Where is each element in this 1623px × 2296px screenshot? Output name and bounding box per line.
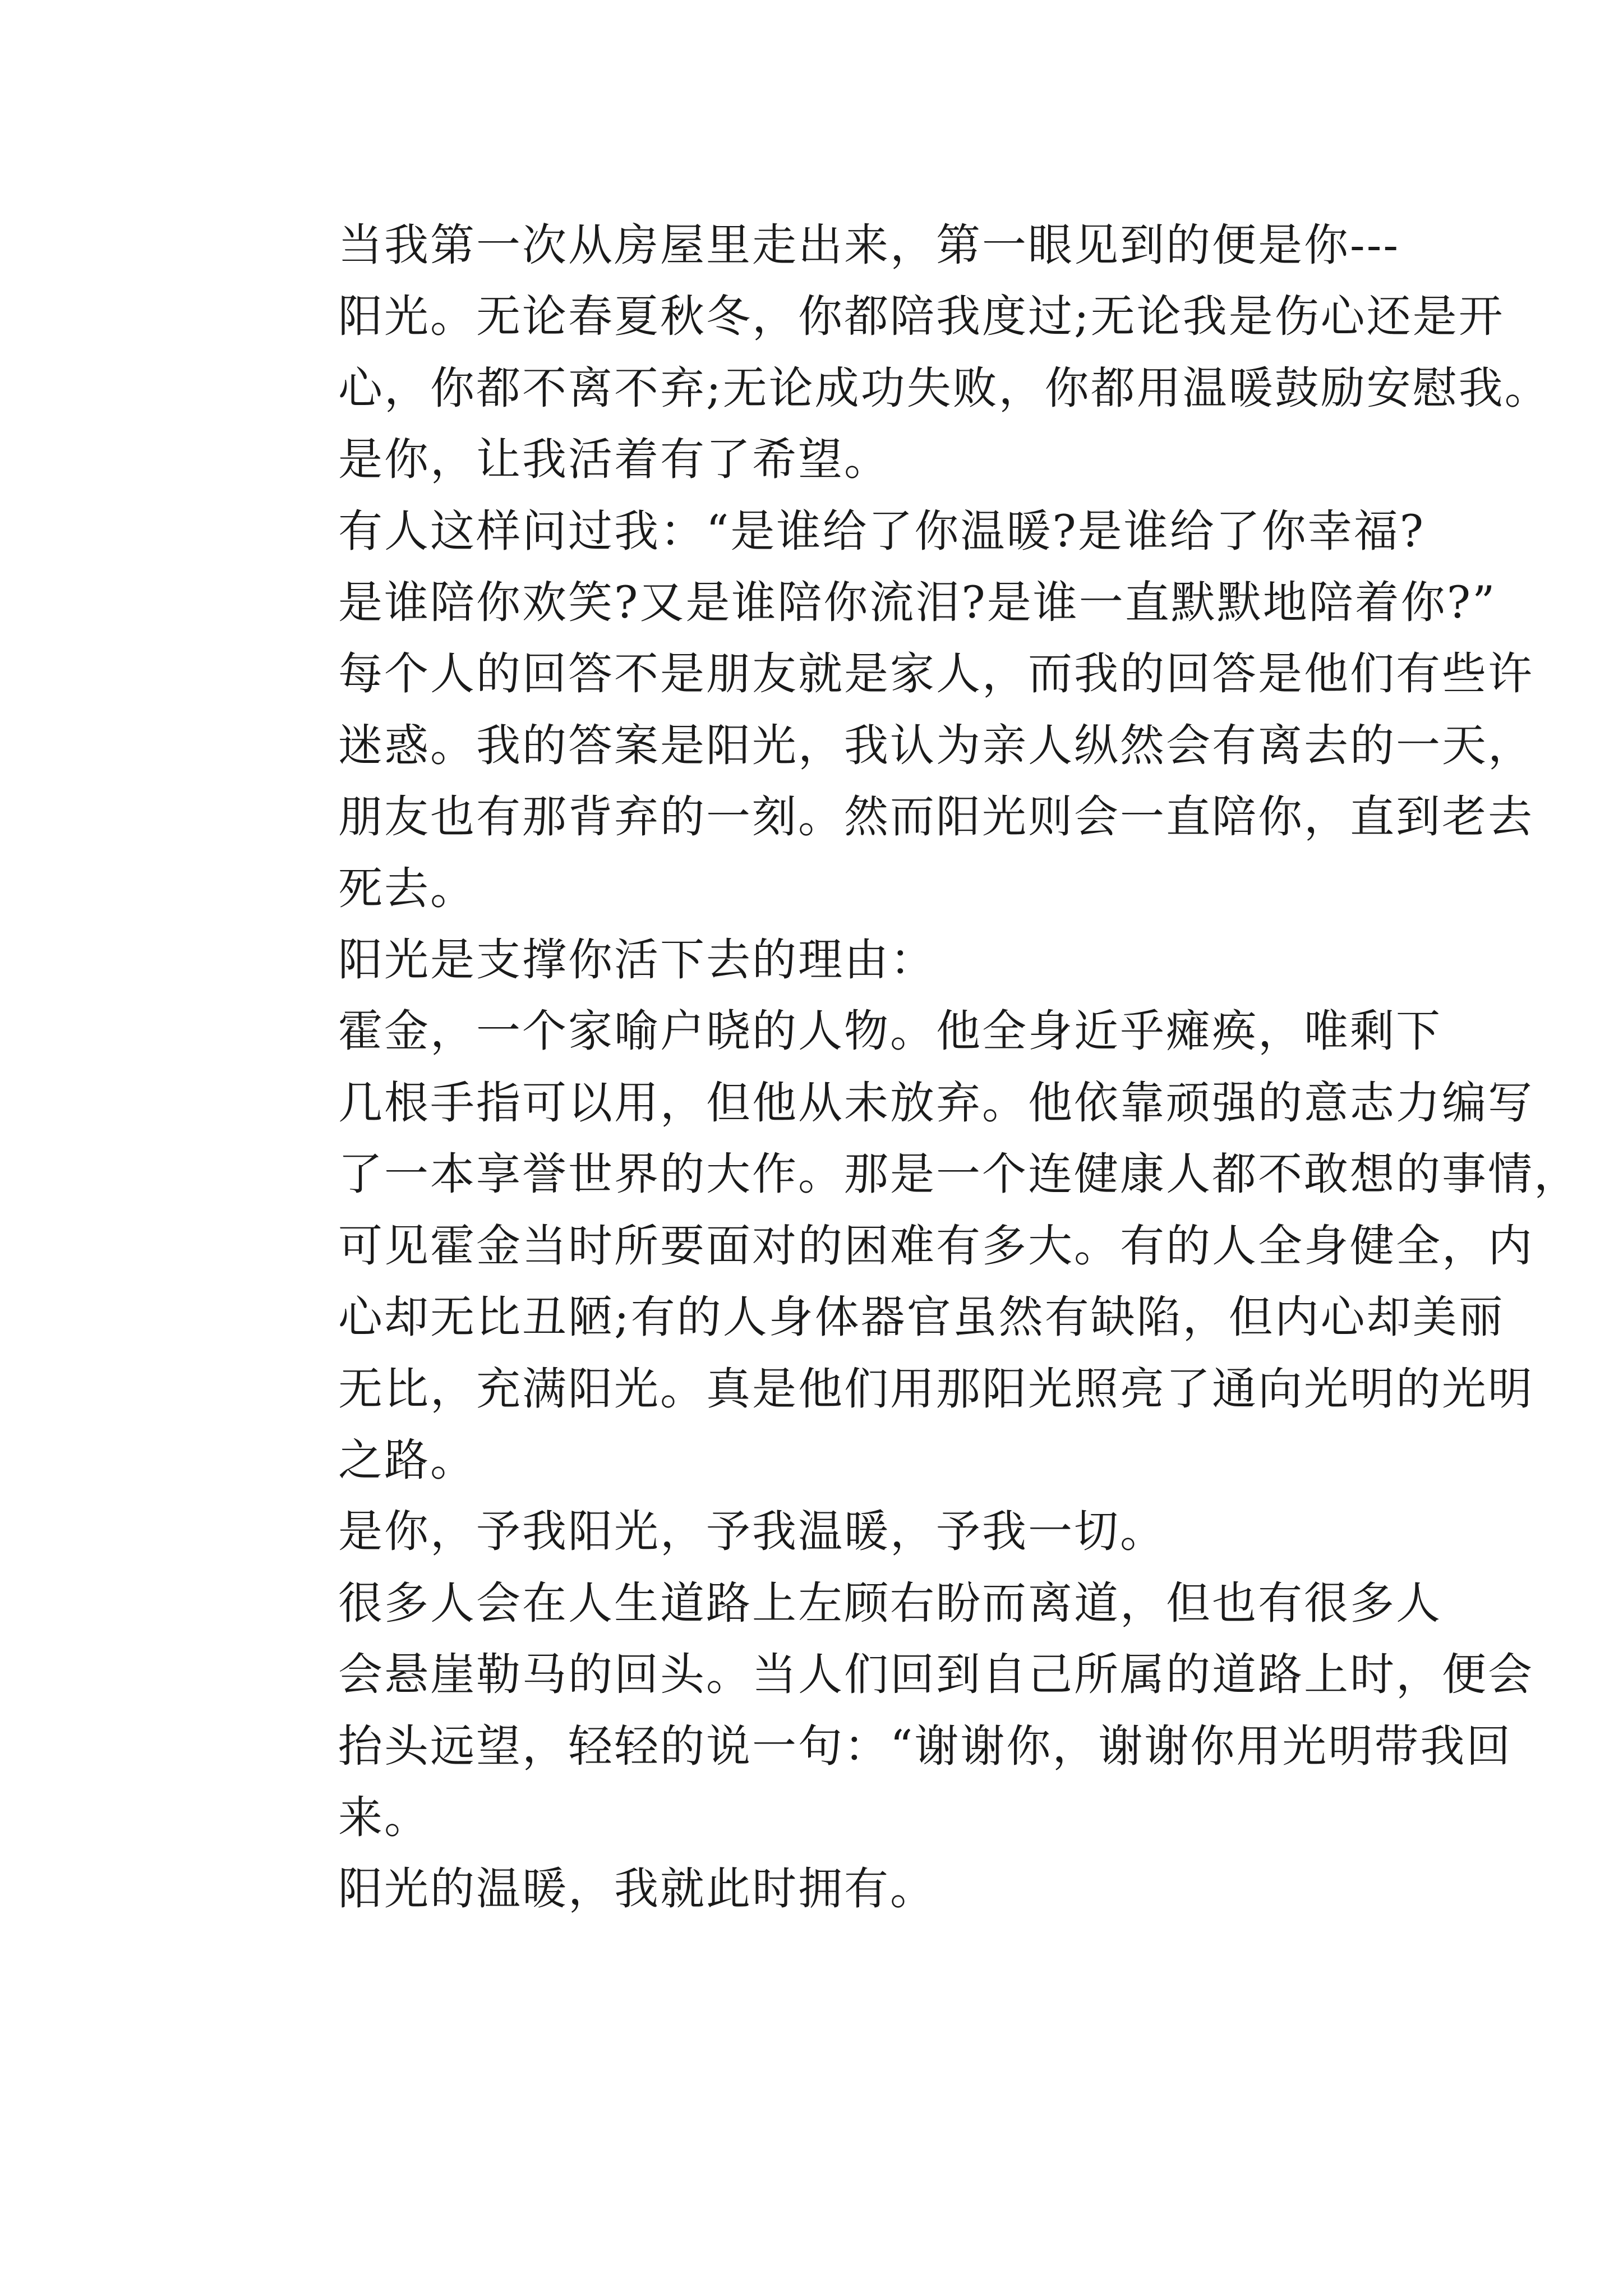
text-line: 阳光是支撑你活下去的理由： xyxy=(338,934,936,986)
text-line: 几根手指可以用，但他从未放弃。他依靠顽强的意志力编写 xyxy=(338,1076,1534,1129)
text-line: 每个人的回答不是朋友就是家人，而我的回答是他们有些许 xyxy=(338,648,1534,700)
text-line: 朋友也有那背弃的一刻。然而阳光则会一直陪你，直到老去 xyxy=(338,791,1534,843)
paragraph-7 xyxy=(250,1853,1393,1925)
paragraph-5 xyxy=(250,1496,1393,1567)
text-line: 是谁陪你欢笑?又是谁陪你流泪?是谁一直默默地陪着你?” xyxy=(338,577,1497,629)
text-line: 是你，予我阳光，予我温暖，予我一切。 xyxy=(338,1506,1166,1558)
text-line: 很多人会在人生道路上左顾右盼而离道，但也有很多人 xyxy=(338,1577,1442,1629)
text-line: 了一本享誉世界的大作。那是一个连健康人都不敢想的事情， xyxy=(338,1148,1580,1200)
text-line: 阳光的温暖，我就此时拥有。 xyxy=(338,1863,936,1915)
text-line: 霍金，一个家喻户晓的人物。他全身近乎瘫痪，唯剩下 xyxy=(338,1005,1442,1057)
text-line: 心，你都不离不弃;无论成功失败，你都用温暖鼓励安慰我。 xyxy=(338,362,1551,414)
text-line: 有人这样问过我：“是谁给了你温暖?是谁给了你幸福? xyxy=(338,505,1426,557)
text-line: 心却无比丑陋;有的人身体器官虽然有缺陷，但内心却美丽 xyxy=(338,1291,1505,1343)
paragraph-6 xyxy=(250,1568,1534,1854)
text-line: 来。 xyxy=(338,1791,430,1843)
document-body xyxy=(250,210,1580,1925)
text-line: 阳光。无论春夏秋冬，你都陪我度过;无论我是伤心还是开 xyxy=(338,291,1505,343)
paragraph-4 xyxy=(250,996,1580,1496)
paragraph-3 xyxy=(250,924,1393,996)
text-line: 无比，充满阳光。真是他们用那阳光照亮了通向光明的光明 xyxy=(338,1363,1534,1415)
text-line: 死去。 xyxy=(338,862,476,914)
text-line: 可见霍金当时所要面对的困难有多大。有的人全身健全，内 xyxy=(338,1220,1534,1272)
paragraph-1 xyxy=(250,210,1551,496)
text-line: 之路。 xyxy=(338,1434,476,1486)
text-line: 迷惑。我的答案是阳光，我认为亲人纵然会有离去的一天， xyxy=(338,719,1534,771)
paragraph-2 xyxy=(250,496,1534,924)
text-line: 会悬崖勒马的回头。当人们回到自己所属的道路上时，便会 xyxy=(338,1649,1534,1701)
text-line: 是你，让我活着有了希望。 xyxy=(338,434,890,486)
text-line: 当我第一次从房屋里走出来，第一眼见到的便是你--- xyxy=(338,219,1400,271)
text-line: 抬头远望，轻轻的说一句：“谢谢你，谢谢你用光明带我回 xyxy=(338,1720,1513,1772)
